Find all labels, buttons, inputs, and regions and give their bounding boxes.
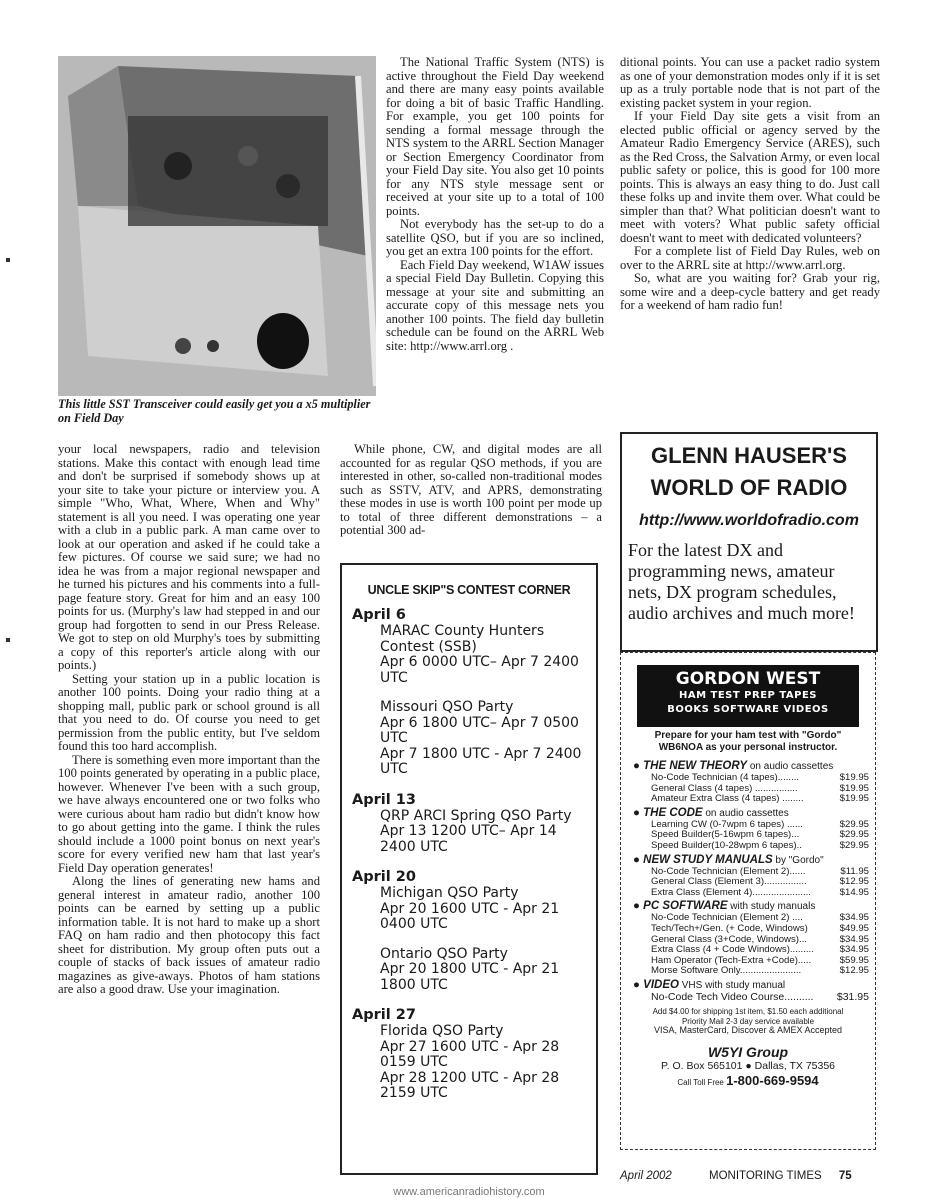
ad-description: For the latest DX and programming news, amateur nets, DX program schedules, audio archives and much more! [628, 540, 855, 623]
banner-subtitle: HAM TEST PREP TAPES [678, 690, 817, 701]
contest-name: Ontario QSO Party [380, 945, 508, 962]
bullet-icon: ● [633, 806, 644, 819]
category-title: THE NEW THEORY [643, 760, 748, 772]
paragraph: your local newspapers, radio and television stations. Make this contact with enough lead time and don't be surprised if somebody shows up at your site to take your picture or interview you. A simple "Who, What, Where, When and Why" statement is all you need. I was operating one year with a club in a public park. A man came over to look at our operation and asked if he could take a few pictures. Of course we said sure; we had no idea he was from a major regional newspaper and he turned his pictures and his comments into a full-page feature story. Great for him and an easy 100 points for us. (Murphy's law had stepped in and our group had forgotten to send in our Press Release. We got to step on old Murphy's toes by submitting a copy of this reporter's article along with our points.) [58, 442, 320, 672]
ad-title-line1: GLENN HAUSER'S [651, 443, 847, 468]
contest-month: April 27 [352, 1007, 416, 1023]
product-price: $29.95 [839, 829, 869, 841]
product-name: No-Code Tech Video Course.......... [651, 990, 814, 1003]
contest-name: QRP ARCI Spring QSO Party [380, 807, 572, 824]
paragraph: If your Field Day site gets a visit from an elected public official or agency served by the Amateur Radio Emergency Service (ARES), such as the Red Cross, the Salvation Army, or even local public safety or police, this is good for 100 more points. This is always an easy thing to do. Just call these folks up and invite them over. What could be simpler than that? What politician doesn't want to meet with voters? What public safety official doesn't want to meet with dedicated volunteers? [620, 109, 880, 245]
address: P. O. Box 565101 ● Dallas, TX 75356 [660, 1059, 836, 1072]
product-price: $49.95 [839, 922, 869, 934]
gordon-west-banner [637, 665, 859, 727]
margin-mark [6, 258, 10, 262]
contest-time: Apr 20 1600 UTC - Apr 21 0400 UTC [380, 900, 560, 932]
product-row [651, 773, 869, 784]
ad-title-line2: WORLD OF RADIO [650, 475, 848, 500]
product-price: $34.95 [839, 944, 869, 956]
paragraph: There is something even more important than the 100 points generated by operating in a public place, however. Whenever I've been with a such group, we have always encountered one or two folks who were curious about ham radio but didn't know how to go about getting into the game. I think the rules should include a 1000 point bonus on next year's score for every verified new ham that last year's Field Day operation generates! [58, 752, 320, 875]
payment-note: VISA, MasterCard, Discover & AMEX Accepted [653, 1025, 843, 1036]
product-price: $11.95 [840, 865, 869, 877]
phone-number[interactable]: 1-800-669-9594 [726, 1072, 819, 1088]
contest-month: April 13 [352, 791, 416, 808]
contest-month: April 20 [352, 869, 416, 885]
contest-time: Apr 28 1200 UTC - Apr 28 2159 UTC [380, 1069, 560, 1101]
paragraph: ditional points. You can use a packet radio system as one of your demonstration modes only if it is set up as a truly portable node that is not part of the existing packet system in your region. [620, 55, 880, 110]
article-col-middle-continue [340, 443, 602, 538]
shipping-note: Priority Mail 2-3 day service available [681, 1016, 815, 1026]
gordon-west-ad [620, 652, 876, 1150]
product-name: Amateur Extra Class (4 tapes) ........ [651, 793, 804, 805]
article-col-left [58, 443, 320, 997]
paragraph: So, what are you waiting for? Grab your rig, some wire and a deep-cycle battery and get ready for a weekend of ham radio fun! [620, 271, 880, 312]
product-name: No-Code Technician (Element 2)...... [651, 865, 806, 877]
product-price: $12.95 [839, 876, 869, 888]
paragraph: Along the lines of generating new hams and general interest in amateur radio, another 100 points can be earned by setting up a public information table. It is not hard to make up a short FAQ on ham radio and then photocopy this fact sheet for distribution. My group often puts out a couple of stacks of back issues of amateur radio magazines as give-aways. Photos of ham stations are also a good draw. Use your imagination. [58, 874, 320, 996]
shipping-note: Add $4.00 for shipping 1st item, $1.50 each additional [652, 1007, 844, 1017]
product-name: Extra Class (Element 4)...................... [651, 886, 811, 898]
product-price: $34.95 [839, 933, 869, 945]
product-price: $12.95 [839, 965, 869, 977]
product-price: $19.95 [839, 782, 869, 794]
contest-name: Michigan QSO Party [380, 885, 519, 901]
contest-time: Apr 13 1200 UTC– Apr 14 2400 UTC [380, 823, 557, 855]
product-row [651, 992, 869, 1004]
contest-time: Apr 6 1800 UTC– Apr 7 0500 UTC [380, 714, 579, 746]
paragraph: For a complete list of Field Day Rules, web on over to the ARRL site at http://www.arrl.org. [620, 244, 880, 272]
category-title: PC SOFTWARE [643, 900, 728, 913]
paragraph: Each Field Day weekend, W1AW issues a special Field Day Bulletin. Copying this message at your site and submitting an accurate copy of this message nets you another 100 points. The field day bulletin schedule can be found on the ARRL Web site: http://www.arrl.org . [386, 257, 604, 353]
product-name: No-Code Technician (Element 2) .... [651, 912, 803, 924]
category-title: NEW STUDY MANUALS [643, 853, 773, 866]
watermark: www.americanradiohistory.com [393, 1186, 545, 1198]
margin-mark [6, 638, 10, 642]
product-name: Extra Class (4 + Code Windows)......... [651, 944, 814, 956]
paragraph: While phone, CW, and digital modes are all accounted for as regular QSO methods, if you are interested in other, so-called non-traditional modes such as SSTV, ATV, and APRS, demonstrating these modes in use is worth 100 point per mode up to total of three different demonstrations – a potential 300 ad- [340, 442, 602, 537]
product-price: $19.95 [839, 772, 869, 783]
category-title: THE CODE [643, 806, 703, 819]
ad-url-link[interactable]: http://www.worldofradio.com [639, 512, 859, 529]
paragraph: Not everybody has the set-up to do a satellite QSO, but if you are so inclined, you get an extra 100 points for the effort. [386, 217, 604, 258]
contest-time: Apr 6 0000 UTC– Apr 7 2400 UTC [380, 654, 579, 686]
transceiver-illustration [58, 56, 376, 396]
product-price: $29.95 [839, 839, 869, 851]
prep-text: WB6NOA as your personal instructor. [658, 742, 838, 753]
banner-subtitle: BOOKS SOFTWARE VIDEOS [667, 704, 829, 715]
paragraph: The National Traffic System (NTS) is active throughout the Field Day weekend and there are many easy points available for doing a bit of basic Traffic Handling. For example, you get 100 points for sending a formal message through the NTS system to the ARRL Section Manager or Section Emergency Coordinator from your Field Day site. You also get 10 points for any NTS style message sent or received at your site up to a total of 100 points. [386, 55, 604, 218]
product-name: Learning CW (0-7wpm 6 tapes) ...... [651, 818, 803, 830]
contest-name: Missouri QSO Party [380, 699, 514, 715]
product-price: $34.95 [839, 912, 869, 924]
product-name: Speed Builder(10-28wpm 6 tapes).. [651, 839, 802, 851]
group-name: W5YI Group [707, 1043, 789, 1060]
page-footer [620, 1170, 880, 1182]
contest-corner-title: UNCLE SKIP"S CONTEST CORNER [367, 583, 571, 597]
product-price: $29.95 [839, 818, 869, 830]
prep-text: Prepare for your ham test with "Gordo" [654, 730, 842, 741]
product-list [633, 760, 869, 1003]
product-name: Ham Operator (Tech-Extra +Code)..... [651, 954, 812, 966]
product-row [651, 924, 869, 935]
category-subtitle: by "Gordo" [772, 854, 824, 866]
product-name: General Class (Element 3)................ [651, 876, 807, 888]
product-name: Tech/Tech+/Gen. (+ Code, Windows) [651, 922, 808, 934]
bullet-icon: ● [633, 900, 644, 913]
product-row [651, 888, 869, 899]
product-name: General Class (3+Code, Windows)... [651, 933, 807, 945]
transceiver-photo [58, 56, 376, 396]
category-title: VIDEO [643, 978, 679, 991]
category-subtitle: on audio cassettes [702, 807, 789, 819]
product-name: General Class (4 tapes) ................ [651, 782, 798, 794]
category-subtitle: VHS with study manual [678, 979, 786, 991]
contest-time: Apr 27 1600 UTC - Apr 28 0159 UTC [380, 1038, 560, 1070]
photo-caption: This little SST Transceiver could easily get you a x5 multiplier on Field Day [58, 397, 371, 425]
product-row [651, 794, 869, 805]
tollfree-label: Call Toll Free [677, 1077, 724, 1087]
issue-date: April 2002 [620, 1170, 672, 1182]
bullet-icon: ● [633, 760, 644, 772]
product-category [633, 979, 869, 992]
product-row [651, 966, 869, 977]
contest-time: Apr 20 1800 UTC - Apr 21 1800 UTC [380, 961, 560, 993]
product-name: Speed Builder(5-16wpm 6 tapes)... [651, 829, 800, 841]
contest-name: Florida QSO Party [380, 1023, 504, 1039]
product-price: $31.95 [836, 990, 869, 1003]
product-price: $19.95 [839, 793, 869, 805]
product-category [633, 854, 869, 867]
contest-event [380, 886, 596, 933]
paragraph: Setting your station up in a public location is another 100 points. Doing your radio thing at a shopping mall, public park or school ground is all that you need to do. Of course you need to get permission from the public entity, but I've seldom found this too hard accomplish. [58, 671, 320, 753]
gordon-west-name: GORDON WEST [675, 669, 821, 689]
contest-month: April 6 [352, 607, 406, 623]
page-number: 75 [838, 1170, 852, 1182]
contest-event [380, 809, 596, 856]
article-col-right [620, 56, 880, 313]
product-name: Morse Software Only....................... [651, 965, 802, 977]
contest-event [380, 947, 596, 994]
contest-list [342, 607, 596, 1102]
contest-event [380, 1024, 596, 1102]
product-price: $59.95 [839, 954, 869, 966]
bullet-icon: ● [633, 853, 644, 866]
phone-line [621, 1073, 875, 1088]
magazine-name: MONITORING TIMES [709, 1170, 822, 1182]
contest-time: Apr 7 1800 UTC - Apr 7 2400 UTC [380, 745, 582, 777]
product-price: $14.95 [839, 886, 869, 898]
world-of-radio-ad [620, 432, 878, 652]
category-subtitle: on audio cassettes [747, 761, 834, 772]
product-name: No-Code Technician (4 tapes)........ [651, 772, 800, 783]
product-category [633, 807, 869, 820]
contest-name: MARAC County Hunters Contest (SSB) [380, 623, 545, 655]
bullet-icon: ● [633, 978, 644, 991]
contest-corner-box [340, 563, 598, 1175]
contest-event [380, 624, 596, 686]
contest-event [380, 700, 596, 778]
product-row [651, 841, 869, 852]
article-col-middle-top [386, 56, 604, 353]
category-subtitle: with study manuals [727, 901, 816, 913]
